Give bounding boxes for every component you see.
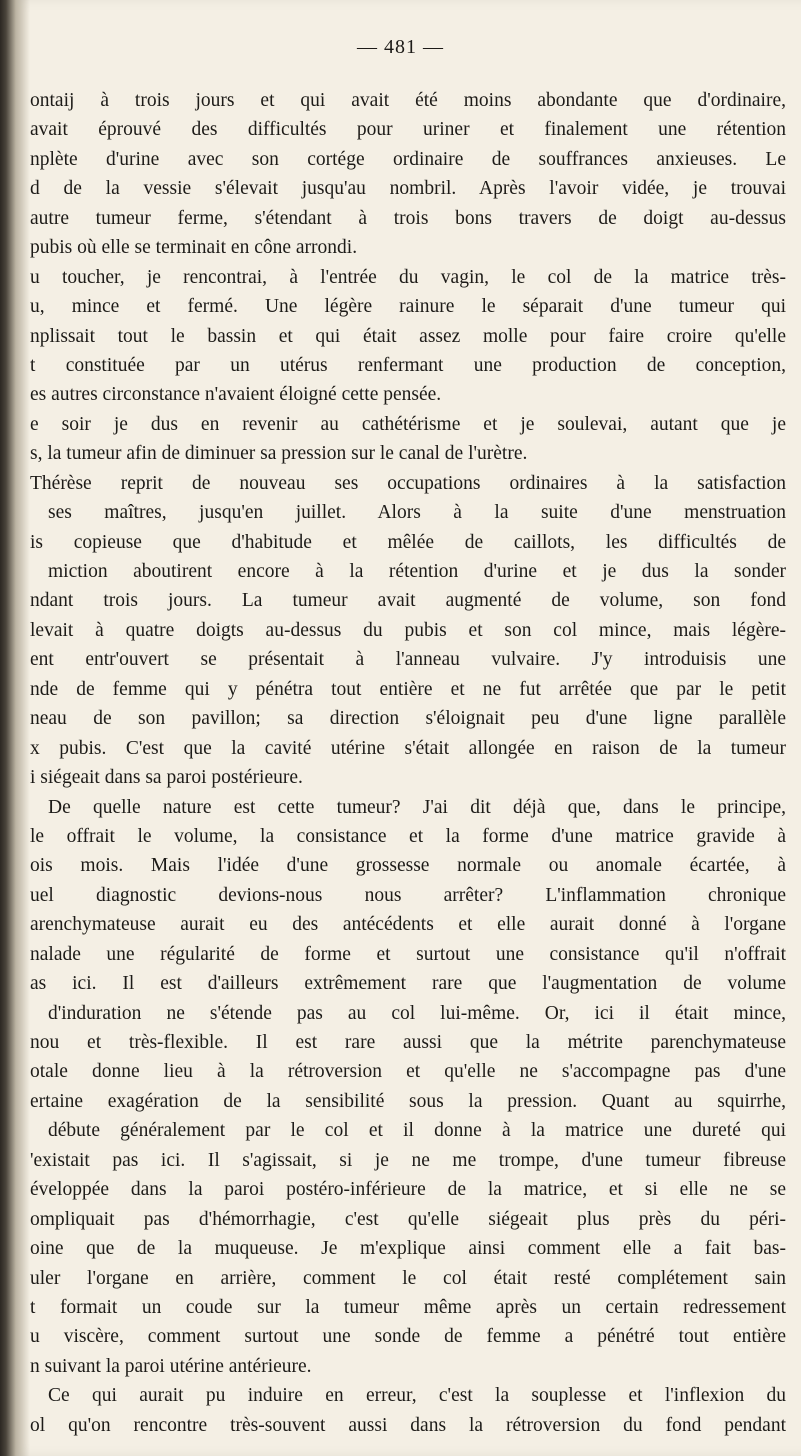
text-line: ent entr'ouvert se présentait à l'anneau vulvaire. J'y introduisis une <box>30 649 786 671</box>
text-line: pubis où elle se terminait en cône arrondi. <box>30 237 358 259</box>
page-number: — 481 — <box>357 36 444 58</box>
book-gutter-shadow <box>0 0 30 1456</box>
text-line: u toucher, je rencontrai, à l'entrée du vagin, le col de la matrice très- <box>30 266 786 288</box>
text-line: Thérèse reprit de nouveau ses occupations ordinaires à la satisfaction <box>30 472 786 494</box>
text-line: ompliquait pas d'hémorrhagie, c'est qu'elle siégeait plus près du péri- <box>30 1208 786 1230</box>
text-line: nou et très-flexible. Il est rare aussi que la métrite parenchymateuse <box>30 1032 786 1053</box>
text-line: t constituée par un utérus renfermant une production de conception, <box>30 354 786 376</box>
text-line: avait éprouvé des difficultés pour uriner et finalement une rétention <box>30 119 786 141</box>
text-line: nalade une régularité de forme et surtout une consistance qu'il n'offrait <box>30 943 786 965</box>
text-line: n suivant la paroi utérine antérieure. <box>30 1355 312 1377</box>
body-text <box>30 86 786 1440</box>
text-line: d'induration ne s'étende pas au col lui-même. Or, ici il était mince, <box>48 1002 786 1024</box>
text-line: nplète d'urine avec son cortége ordinaire de souffrances anxieuses. Le <box>30 148 786 170</box>
text-line: Ce qui aurait pu induire en erreur, c'est la souplesse et l'inflexion du <box>48 1385 786 1407</box>
text-line: éveloppée dans la paroi postéro-inférieure de la matrice, et si elle ne se <box>30 1179 786 1201</box>
text-line: ses maîtres, jusqu'en juillet. Alors à la suite d'une menstruation <box>48 502 786 524</box>
text-line: uel diagnostic devions-nous nous arrêter? L'inflammation chronique <box>30 884 786 906</box>
text-line: i siégeait dans sa paroi postérieure. <box>30 767 303 789</box>
text-line: ndant trois jours. La tumeur avait augmenté de volume, son fond <box>30 590 786 612</box>
text-line: s, la tumeur afin de diminuer sa pression sur le canal de l'urètre. <box>30 443 528 465</box>
text-line: 'existait pas ici. Il s'agissait, si je ne me trompe, d'une tumeur fibreuse <box>30 1149 786 1171</box>
text-line: otale donne lieu à la rétroversion et qu'elle ne s'accompagne pas d'une <box>30 1061 786 1083</box>
text-line: uler l'organe en arrière, comment le col était resté complétement sain <box>30 1267 786 1289</box>
text-line: ertaine exagération de la sensibilité sous la pression. Quant au squirrhe, <box>30 1090 786 1112</box>
text-line: ol qu'on rencontre très-souvent aussi dans la rétroversion du fond pendant <box>30 1414 786 1436</box>
text-line: levait à quatre doigts au-dessus du pubis et son col mince, mais légère- <box>30 619 786 641</box>
text-line: t formait un coude sur la tumeur même après un certain redressement <box>30 1296 786 1318</box>
text-line: nplissait tout le bassin et qui était assez molle pour faire croire qu'elle <box>30 325 786 347</box>
text-line: ois mois. Mais l'idée d'une grossesse normale ou anomale écartée, à <box>30 855 786 877</box>
text-line: miction aboutirent encore à la rétention d'urine et je dus la sonder <box>48 561 786 582</box>
text-line: autre tumeur ferme, s'étendant à trois bons travers de doigt au-dessus <box>30 207 786 229</box>
text-line: is copieuse que d'habitude et mêlée de caillots, les difficultés de <box>30 531 786 553</box>
text-line: as ici. Il est d'ailleurs extrêmement rare que l'augmentation de volume <box>30 973 786 995</box>
text-line: es autres circonstance n'avaient éloigné cette pensée. <box>30 384 442 406</box>
text-line: De quelle nature est cette tumeur? J'ai dit déjà que, dans le principe, <box>48 796 786 818</box>
text-line: neau de son pavillon; sa direction s'éloignait peu d'une ligne parallèle <box>30 708 786 730</box>
text-line: e soir je dus en revenir au cathétérisme et je soulevai, autant que je <box>30 413 786 435</box>
text-line: arenchymateuse aurait eu des antécédents et elle aurait donné à l'organe <box>30 914 786 936</box>
text-line: u, mince et fermé. Une légère rainure le séparait d'une tumeur qui <box>30 296 786 318</box>
text-line: oine que de la muqueuse. Je m'explique ainsi comment elle a fait bas- <box>30 1238 786 1260</box>
text-line: x pubis. C'est que la cavité utérine s'était allongée en raison de la tumeur <box>30 737 786 759</box>
text-line: débute généralement par le col et il donne à la matrice une dureté qui <box>48 1120 786 1142</box>
text-line: nde de femme qui y pénétra tout entière et ne fut arrêtée que par le petit <box>30 678 786 700</box>
text-line: d de la vessie s'élevait jusqu'au nombril. Après l'avoir vidée, je trouvai <box>30 178 786 200</box>
text-line: le offrait le volume, la consistance et la forme d'une matrice gravide à <box>30 825 786 847</box>
text-line: ontaij à trois jours et qui avait été moins abondante que d'ordinaire, <box>30 90 786 111</box>
text-line: u viscère, comment surtout une sonde de femme a pénétré tout entière <box>30 1326 786 1348</box>
